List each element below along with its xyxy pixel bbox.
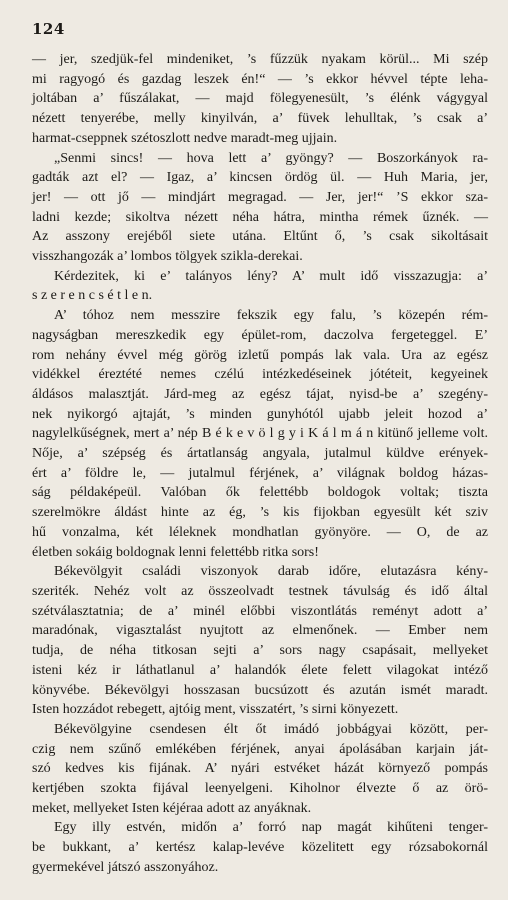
text-line: nézett tenyerébe, melly kinyilván, a’ füvek lehulltak, ’s csak a’ xyxy=(32,111,488,127)
text-line: Békevölgyine csendesen élt őt imádó jobbágyai között, per- xyxy=(54,721,488,737)
text-line: szó kedves kis fijának. A’ nyári estvéket házát környező pompás xyxy=(32,761,488,777)
text-line: nek nyikorgó ajtaját, ’s minden gunyhótól ujabb jeleit hozod a’ xyxy=(32,406,488,422)
text-line: be bukkant, a’ kertész kalap-levéve közelitett egy rózsabokornál xyxy=(32,840,488,856)
text-line: vidékkel éreztété nemes czélú intézkedéseinek jótéteit, kegyeinek xyxy=(32,367,488,383)
body-text xyxy=(32,50,488,878)
text-line: rom nehány évvel még görög izletű pompás lak vala. Ura az egész xyxy=(32,347,488,363)
text-line: gyermekével játszó asszonyához. xyxy=(32,859,219,875)
text-line: Békevölgyit családi viszonyok darab időre, elutazásra kény- xyxy=(54,564,488,580)
text-line: Kérdezitek, ki e’ talányos lény? A’ mult idő visszazugja: a’ xyxy=(54,268,488,284)
text-line: szerelmökre áldást hinte az ég, ’s kis fijokban egyesült két sziv xyxy=(32,505,488,521)
text-line: életben sokáig boldognak lenni felettébb ritka sors! xyxy=(32,544,319,560)
text-line: Egy illy estvén, midőn a’ forró nap magát kihűteni tenger- xyxy=(54,820,488,836)
text-line: Az asszony erejéből siete utána. Eltűnt ő, ’s csak sikoltásait xyxy=(32,229,488,245)
text-line: maradónak, vigasztalást nyujtott az elmenőnek. — Ember nem xyxy=(32,623,488,639)
text-line: Nője, a’ szépség és ártatlanság angyala, jutalmul küldve erények- xyxy=(32,446,488,462)
text-line: szeriték. Nehéz volt az összeolvadt testnek távulság és idő által xyxy=(32,583,488,599)
text-line: hű vonzalma, két léleknek mondhatlan gyönyöre. — O, de az xyxy=(32,524,488,540)
text-line: harmat-cseppnek szétoszlott nedve maradt-meg ujjain. xyxy=(32,130,338,146)
page-number: 124 xyxy=(32,20,65,38)
text-line: mi ragyogó és gazdag leszek én!“ — ’s ekkor hévvel tépte leha- xyxy=(32,71,488,87)
text-line: s z e r e n c s é t l e n. xyxy=(32,288,153,304)
text-line: czig nem szűnő emlékében férjének, anyai ápolásában karjain ját- xyxy=(32,741,488,757)
text-line: tudja, de néha titkosan sejti a’ sors nagy csapásait, mellyeket xyxy=(32,643,488,659)
text-line: „Senmi sincs! — hova lett a’ gyöngy? — Boszorkányok ra- xyxy=(54,150,488,166)
text-line: joltában a’ fűszálakat, — majd fölegyenesült, ’s élénk vágygyal xyxy=(32,91,488,107)
text-line: nagylelkűségnek, mert a’ nép B é k e v ö l g y i K á l m á n kitünő jelleme volt. xyxy=(32,426,488,442)
text-line: A’ tóhoz nem messzire fekszik egy falu, ’s közepén rém- xyxy=(54,308,488,324)
text-line: ság példaképeül. Valóban ők felettébb boldogok voltak; tiszta xyxy=(32,485,488,501)
text-line: könyvébe. Békevölgyi hosszasan bucsúzott és azután ismét maradt. xyxy=(32,682,488,698)
text-line: ért a’ földre le, — jutalmul férjének, a’ világnak boldog házas- xyxy=(32,465,488,481)
text-line: isteni kéz ir láthatlanul a’ halandók élete felett vilagokat intéző xyxy=(32,662,488,678)
text-line: visszhangozák a’ lombos tölgyek szikla-derekai. xyxy=(32,249,303,265)
text-line: jer! — ott jő — mindjárt megragad. — Jer, jer!“ ’S ekkor sza- xyxy=(32,189,488,205)
text-line: — jer, szedjük-fel mindeniket, ’s fűzzük nyakam körül... Mi szép xyxy=(32,52,488,67)
text-line: gadták azt el? — Igaz, a’ kincsen ördög ül. — Huh Maria, jer, xyxy=(32,170,488,186)
text-line: szétválasztatnia; de a’ minél előbbi viszontlátás reményt adott a’ xyxy=(32,603,488,619)
text-line: áldásos malasztját. Járd-meg az egész tájat, nyisd-be a’ szegény- xyxy=(32,386,488,402)
text-line: meket, mellyeket Isten kéjéraa adott az anyáknak. xyxy=(32,800,312,816)
text-line: ladni kezde; sikoltva nézett néha hátra, mintha rémek űznék. — xyxy=(32,209,488,225)
text-line: Isten hozzádot rebegett, ajtóig ment, visszatért, ’s sirni könyezett. xyxy=(32,702,399,718)
text-line: kertjében szokta fijával leenyelgeni. Kiholnor élvezte ő az örö- xyxy=(32,781,488,797)
text-line: nagyságban mereszkedik egy épület-rom, daczolva fergeteggel. E’ xyxy=(32,327,488,343)
